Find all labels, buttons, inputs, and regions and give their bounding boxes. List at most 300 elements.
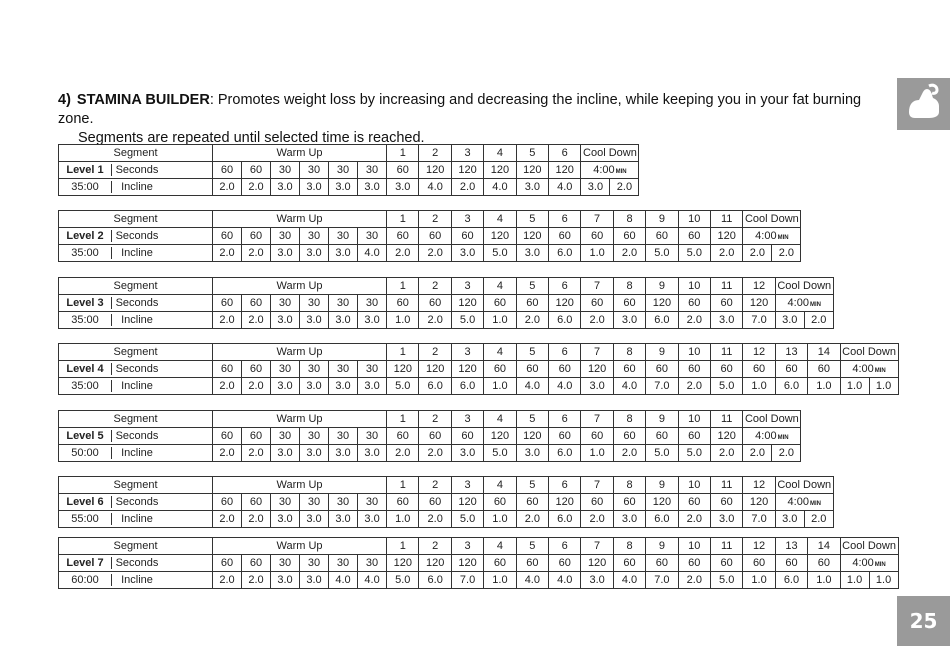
segment-number: 7 bbox=[581, 411, 613, 428]
cool-down-incline: 3.0 bbox=[775, 312, 804, 329]
segment-number: 6 bbox=[549, 538, 581, 555]
seconds-label: Seconds bbox=[111, 297, 162, 309]
segment-incline: 7.0 bbox=[451, 572, 483, 589]
segment-incline: 3.0 bbox=[516, 179, 548, 196]
segment-incline: 6.0 bbox=[549, 312, 581, 329]
cool-down-label: Cool Down bbox=[840, 538, 898, 555]
segment-incline: 4.0 bbox=[516, 572, 548, 589]
warm-up-incline: 3.0 bbox=[358, 445, 387, 462]
segment-seconds: 120 bbox=[549, 494, 581, 511]
segment-seconds: 120 bbox=[710, 428, 742, 445]
incline-label: Incline bbox=[111, 380, 162, 392]
segment-incline: 5.0 bbox=[646, 245, 678, 262]
segment-number: 3 bbox=[451, 145, 483, 162]
warm-up-seconds: 30 bbox=[358, 361, 387, 378]
incline-row bbox=[59, 445, 801, 462]
min-unit: MIN bbox=[874, 368, 886, 374]
segment-number: 3 bbox=[451, 411, 483, 428]
warm-up-incline: 3.0 bbox=[271, 445, 300, 462]
segment-label: Segment bbox=[59, 477, 213, 494]
warm-up-incline: 3.0 bbox=[358, 179, 387, 196]
segment-number: 7 bbox=[581, 278, 613, 295]
warm-up-incline: 3.0 bbox=[300, 179, 329, 196]
incline-label: Incline bbox=[111, 181, 162, 193]
segment-number: 4 bbox=[484, 538, 516, 555]
warm-up-incline: 4.0 bbox=[358, 572, 387, 589]
level-table bbox=[58, 410, 801, 462]
segment-row bbox=[59, 538, 899, 555]
segment-number: 6 bbox=[549, 344, 581, 361]
segment-number: 6 bbox=[549, 477, 581, 494]
segment-number: 2 bbox=[419, 145, 451, 162]
cool-down-time-cell bbox=[581, 162, 639, 179]
segment-number: 9 bbox=[646, 344, 678, 361]
segment-incline: 2.0 bbox=[613, 445, 645, 462]
warm-up-seconds: 30 bbox=[300, 428, 329, 445]
cool-down-time: 4:00 bbox=[852, 557, 874, 569]
segment-seconds: 60 bbox=[387, 295, 419, 312]
cool-down-label: Cool Down bbox=[775, 477, 833, 494]
segment-number: 8 bbox=[613, 211, 645, 228]
warm-up-seconds: 60 bbox=[242, 428, 271, 445]
segment-incline: 5.0 bbox=[484, 245, 516, 262]
segment-incline: 1.0 bbox=[387, 511, 419, 528]
segment-seconds: 60 bbox=[646, 361, 678, 378]
segment-incline: 2.0 bbox=[581, 511, 613, 528]
warm-up-incline: 2.0 bbox=[213, 378, 242, 395]
cool-down-time-cell bbox=[743, 428, 801, 445]
segment-seconds: 120 bbox=[549, 295, 581, 312]
warm-up-incline: 3.0 bbox=[358, 511, 387, 528]
segment-number: 3 bbox=[451, 477, 483, 494]
segment-seconds: 60 bbox=[581, 428, 613, 445]
level-label-cell bbox=[59, 555, 213, 572]
segment-incline: 5.0 bbox=[451, 312, 483, 329]
level-label-cell bbox=[59, 361, 213, 378]
warm-up-seconds: 60 bbox=[242, 494, 271, 511]
warm-up-incline: 3.0 bbox=[271, 179, 300, 196]
segment-incline: 2.0 bbox=[387, 245, 419, 262]
segment-seconds: 120 bbox=[516, 228, 548, 245]
side-tab bbox=[897, 78, 950, 130]
segment-number: 8 bbox=[613, 278, 645, 295]
segment-incline: 1.0 bbox=[808, 378, 840, 395]
segment-number: 1 bbox=[387, 278, 419, 295]
segment-incline: 1.0 bbox=[484, 312, 516, 329]
segment-seconds: 60 bbox=[710, 361, 742, 378]
segment-incline: 1.0 bbox=[743, 572, 775, 589]
warm-up-label: Warm Up bbox=[213, 145, 387, 162]
time-label-cell bbox=[59, 445, 213, 462]
segment-seconds: 120 bbox=[387, 555, 419, 572]
segment-number: 9 bbox=[646, 411, 678, 428]
segment-seconds: 60 bbox=[646, 555, 678, 572]
warm-up-incline: 3.0 bbox=[329, 445, 358, 462]
segment-seconds: 60 bbox=[387, 228, 419, 245]
segment-incline: 2.0 bbox=[710, 445, 742, 462]
segment-incline: 6.0 bbox=[549, 445, 581, 462]
level-table bbox=[58, 476, 834, 528]
warm-up-incline: 3.0 bbox=[300, 445, 329, 462]
segment-seconds: 60 bbox=[678, 228, 710, 245]
warm-up-incline: 3.0 bbox=[300, 572, 329, 589]
segment-seconds: 120 bbox=[451, 555, 483, 572]
cool-down-time-cell bbox=[775, 295, 833, 312]
segment-incline: 3.0 bbox=[710, 312, 742, 329]
min-unit: MIN bbox=[809, 302, 821, 308]
warm-up-seconds: 30 bbox=[300, 295, 329, 312]
segment-number: 4 bbox=[484, 477, 516, 494]
cool-down-time-cell bbox=[840, 555, 898, 572]
segment-label: Segment bbox=[59, 538, 213, 555]
warm-up-seconds: 60 bbox=[213, 494, 242, 511]
segment-seconds: 60 bbox=[419, 494, 451, 511]
segment-number: 4 bbox=[484, 278, 516, 295]
segment-number: 6 bbox=[549, 411, 581, 428]
segment-number: 4 bbox=[484, 211, 516, 228]
segment-number: 4 bbox=[484, 145, 516, 162]
cool-down-incline: 2.0 bbox=[804, 511, 833, 528]
cool-down-label: Cool Down bbox=[775, 278, 833, 295]
segment-seconds: 120 bbox=[484, 162, 516, 179]
segment-seconds: 60 bbox=[581, 295, 613, 312]
cool-down-incline: 2.0 bbox=[772, 445, 801, 462]
cool-down-incline: 1.0 bbox=[840, 572, 869, 589]
warm-up-seconds: 60 bbox=[213, 228, 242, 245]
warm-up-incline: 2.0 bbox=[242, 312, 271, 329]
segment-number: 14 bbox=[808, 344, 840, 361]
warm-up-seconds: 60 bbox=[242, 295, 271, 312]
segment-number: 5 bbox=[516, 344, 548, 361]
segment-seconds: 60 bbox=[387, 428, 419, 445]
time-label-cell bbox=[59, 312, 213, 329]
segment-number: 5 bbox=[516, 411, 548, 428]
warm-up-seconds: 30 bbox=[271, 162, 300, 179]
segment-seconds: 120 bbox=[646, 295, 678, 312]
warm-up-incline: 3.0 bbox=[329, 312, 358, 329]
segment-number: 9 bbox=[646, 477, 678, 494]
segment-incline: 6.0 bbox=[646, 312, 678, 329]
segment-number: 7 bbox=[581, 538, 613, 555]
segment-seconds: 120 bbox=[516, 428, 548, 445]
running-shoe-icon bbox=[903, 82, 945, 126]
segment-incline: 4.0 bbox=[516, 378, 548, 395]
warm-up-incline: 2.0 bbox=[242, 378, 271, 395]
min-unit: MIN bbox=[777, 235, 789, 241]
segment-number: 2 bbox=[419, 411, 451, 428]
warm-up-seconds: 60 bbox=[213, 428, 242, 445]
segment-seconds: 60 bbox=[678, 295, 710, 312]
incline-row bbox=[59, 378, 899, 395]
segment-incline: 2.0 bbox=[419, 445, 451, 462]
segment-seconds: 120 bbox=[419, 555, 451, 572]
segment-incline: 4.0 bbox=[549, 378, 581, 395]
segment-seconds: 60 bbox=[808, 555, 840, 572]
segment-incline: 3.0 bbox=[451, 245, 483, 262]
warm-up-incline: 4.0 bbox=[329, 572, 358, 589]
segment-seconds: 60 bbox=[613, 295, 645, 312]
cool-down-time: 4:00 bbox=[593, 164, 615, 176]
incline-label: Incline bbox=[111, 247, 162, 259]
segment-number: 1 bbox=[387, 477, 419, 494]
segment-incline: 2.0 bbox=[678, 378, 710, 395]
segment-seconds: 60 bbox=[613, 428, 645, 445]
segment-number: 3 bbox=[451, 211, 483, 228]
segment-seconds: 60 bbox=[549, 428, 581, 445]
segment-incline: 5.0 bbox=[678, 445, 710, 462]
min-unit: MIN bbox=[777, 435, 789, 441]
segment-incline: 2.0 bbox=[678, 312, 710, 329]
segment-incline: 5.0 bbox=[710, 572, 742, 589]
segment-seconds: 120 bbox=[516, 162, 548, 179]
warm-up-seconds: 30 bbox=[358, 428, 387, 445]
segment-incline: 1.0 bbox=[808, 572, 840, 589]
cool-down-time: 4:00 bbox=[787, 297, 809, 309]
segment-incline: 3.0 bbox=[613, 511, 645, 528]
segment-seconds: 60 bbox=[419, 295, 451, 312]
cool-down-incline: 3.0 bbox=[775, 511, 804, 528]
warm-up-seconds: 60 bbox=[242, 555, 271, 572]
warm-up-seconds: 30 bbox=[300, 228, 329, 245]
warm-up-incline: 3.0 bbox=[329, 378, 358, 395]
warm-up-label: Warm Up bbox=[213, 278, 387, 295]
cool-down-time-cell bbox=[840, 361, 898, 378]
level-table bbox=[58, 277, 834, 329]
cool-down-time-cell bbox=[775, 494, 833, 511]
warm-up-incline: 3.0 bbox=[271, 312, 300, 329]
cool-down-incline: 1.0 bbox=[869, 572, 898, 589]
segment-incline: 6.0 bbox=[419, 572, 451, 589]
warm-up-incline: 3.0 bbox=[271, 572, 300, 589]
segment-seconds: 60 bbox=[581, 494, 613, 511]
segment-number: 12 bbox=[743, 278, 775, 295]
segment-row bbox=[59, 477, 834, 494]
segment-seconds: 120 bbox=[549, 162, 581, 179]
incline-label: Incline bbox=[111, 314, 162, 326]
segment-number: 1 bbox=[387, 344, 419, 361]
cool-down-incline: 2.0 bbox=[804, 312, 833, 329]
segment-seconds: 120 bbox=[743, 295, 775, 312]
segment-number: 11 bbox=[710, 211, 742, 228]
segment-number: 13 bbox=[775, 344, 807, 361]
incline-row bbox=[59, 572, 899, 589]
segment-incline: 2.0 bbox=[613, 245, 645, 262]
segment-seconds: 60 bbox=[613, 361, 645, 378]
segment-number: 8 bbox=[613, 477, 645, 494]
segment-seconds: 60 bbox=[743, 361, 775, 378]
segment-seconds: 60 bbox=[581, 228, 613, 245]
segment-seconds: 60 bbox=[710, 555, 742, 572]
page-number: 25 bbox=[897, 596, 950, 646]
segment-seconds: 60 bbox=[613, 228, 645, 245]
segment-number: 5 bbox=[516, 538, 548, 555]
seconds-row bbox=[59, 361, 899, 378]
segment-seconds: 120 bbox=[451, 494, 483, 511]
level-table bbox=[58, 343, 899, 395]
time-label-cell bbox=[59, 179, 213, 196]
segment-incline: 4.0 bbox=[484, 179, 516, 196]
time-label-cell bbox=[59, 245, 213, 262]
incline-label: Incline bbox=[111, 447, 162, 459]
segment-incline: 6.0 bbox=[549, 511, 581, 528]
segment-seconds: 60 bbox=[710, 295, 742, 312]
section-heading bbox=[58, 91, 888, 148]
level-time: 35:00 bbox=[71, 314, 99, 326]
segment-number: 9 bbox=[646, 538, 678, 555]
segment-number: 6 bbox=[549, 278, 581, 295]
segment-incline: 1.0 bbox=[484, 378, 516, 395]
cool-down-incline: 2.0 bbox=[743, 245, 772, 262]
min-unit: MIN bbox=[615, 169, 627, 175]
warm-up-seconds: 30 bbox=[271, 555, 300, 572]
segment-row bbox=[59, 344, 899, 361]
segment-label: Segment bbox=[59, 211, 213, 228]
segment-incline: 2.0 bbox=[419, 245, 451, 262]
level-label-cell bbox=[59, 162, 213, 179]
segment-number: 10 bbox=[678, 411, 710, 428]
segment-seconds: 60 bbox=[808, 361, 840, 378]
segment-incline: 2.0 bbox=[678, 511, 710, 528]
segment-number: 5 bbox=[516, 278, 548, 295]
segment-incline: 2.0 bbox=[678, 572, 710, 589]
level-time: 60:00 bbox=[71, 574, 99, 586]
warm-up-incline: 2.0 bbox=[213, 245, 242, 262]
segment-seconds: 60 bbox=[484, 494, 516, 511]
level-time: 35:00 bbox=[71, 380, 99, 392]
segment-incline: 2.0 bbox=[419, 312, 451, 329]
segment-seconds: 60 bbox=[419, 228, 451, 245]
time-label-cell bbox=[59, 572, 213, 589]
segment-number: 11 bbox=[710, 278, 742, 295]
warm-up-incline: 2.0 bbox=[242, 511, 271, 528]
segment-incline: 3.0 bbox=[387, 179, 419, 196]
segment-incline: 4.0 bbox=[549, 179, 581, 196]
warm-up-seconds: 30 bbox=[271, 295, 300, 312]
warm-up-seconds: 60 bbox=[242, 162, 271, 179]
section-title: STAMINA BUILDER bbox=[76, 92, 210, 108]
segment-incline: 1.0 bbox=[484, 572, 516, 589]
segment-seconds: 120 bbox=[419, 162, 451, 179]
warm-up-incline: 2.0 bbox=[213, 511, 242, 528]
segment-incline: 7.0 bbox=[743, 511, 775, 528]
seconds-row bbox=[59, 228, 801, 245]
segment-number: 4 bbox=[484, 411, 516, 428]
segment-incline: 7.0 bbox=[646, 572, 678, 589]
segment-number: 11 bbox=[710, 538, 742, 555]
segment-seconds: 60 bbox=[484, 555, 516, 572]
warm-up-seconds: 30 bbox=[329, 555, 358, 572]
segment-number: 5 bbox=[516, 145, 548, 162]
level-table bbox=[58, 210, 801, 262]
segment-incline: 3.0 bbox=[451, 445, 483, 462]
cool-down-incline: 2.0 bbox=[610, 179, 639, 196]
warm-up-seconds: 30 bbox=[358, 228, 387, 245]
level-label-cell bbox=[59, 494, 213, 511]
segment-row bbox=[59, 211, 801, 228]
segment-seconds: 120 bbox=[484, 428, 516, 445]
seconds-label: Seconds bbox=[111, 230, 162, 242]
segment-number: 10 bbox=[678, 211, 710, 228]
warm-up-incline: 3.0 bbox=[329, 245, 358, 262]
segment-seconds: 60 bbox=[743, 555, 775, 572]
segment-number: 10 bbox=[678, 278, 710, 295]
warm-up-incline: 3.0 bbox=[300, 511, 329, 528]
segment-number: 11 bbox=[710, 411, 742, 428]
level-time: 35:00 bbox=[71, 247, 99, 259]
cool-down-incline: 1.0 bbox=[869, 378, 898, 395]
segment-incline: 3.0 bbox=[613, 312, 645, 329]
segment-incline: 4.0 bbox=[419, 179, 451, 196]
segment-seconds: 60 bbox=[646, 428, 678, 445]
segment-number: 5 bbox=[516, 477, 548, 494]
warm-up-seconds: 30 bbox=[329, 228, 358, 245]
segment-number: 11 bbox=[710, 477, 742, 494]
segment-seconds: 120 bbox=[581, 361, 613, 378]
segment-number: 6 bbox=[549, 145, 581, 162]
segment-incline: 2.0 bbox=[516, 511, 548, 528]
level-name: Level 7 bbox=[66, 557, 104, 569]
segment-label: Segment bbox=[59, 411, 213, 428]
segment-seconds: 120 bbox=[646, 494, 678, 511]
warm-up-seconds: 30 bbox=[271, 228, 300, 245]
warm-up-label: Warm Up bbox=[213, 477, 387, 494]
incline-label: Incline bbox=[111, 574, 162, 586]
warm-up-seconds: 60 bbox=[213, 162, 242, 179]
segment-seconds: 120 bbox=[710, 228, 742, 245]
warm-up-incline: 3.0 bbox=[271, 378, 300, 395]
level-label-cell bbox=[59, 295, 213, 312]
cool-down-incline: 2.0 bbox=[772, 245, 801, 262]
segment-incline: 6.0 bbox=[646, 511, 678, 528]
segment-number: 12 bbox=[743, 538, 775, 555]
warm-up-incline: 3.0 bbox=[358, 312, 387, 329]
segment-incline: 5.0 bbox=[710, 378, 742, 395]
segment-number: 4 bbox=[484, 344, 516, 361]
segment-seconds: 120 bbox=[581, 555, 613, 572]
segment-number: 8 bbox=[613, 344, 645, 361]
segment-number: 10 bbox=[678, 477, 710, 494]
warm-up-seconds: 30 bbox=[300, 162, 329, 179]
segment-seconds: 60 bbox=[775, 361, 807, 378]
segment-incline: 7.0 bbox=[646, 378, 678, 395]
segment-label: Segment bbox=[59, 278, 213, 295]
incline-label: Incline bbox=[111, 513, 162, 525]
segment-incline: 1.0 bbox=[581, 445, 613, 462]
segment-number: 2 bbox=[419, 344, 451, 361]
segment-incline: 5.0 bbox=[646, 445, 678, 462]
seconds-label: Seconds bbox=[111, 164, 162, 176]
cool-down-time-cell bbox=[743, 228, 801, 245]
segment-number: 3 bbox=[451, 344, 483, 361]
segment-seconds: 60 bbox=[516, 361, 548, 378]
seconds-row bbox=[59, 295, 834, 312]
segment-incline: 1.0 bbox=[743, 378, 775, 395]
warm-up-incline: 3.0 bbox=[358, 378, 387, 395]
segment-seconds: 60 bbox=[451, 228, 483, 245]
segment-seconds: 60 bbox=[678, 555, 710, 572]
segment-number: 3 bbox=[451, 538, 483, 555]
segment-incline: 2.0 bbox=[387, 445, 419, 462]
warm-up-seconds: 60 bbox=[213, 361, 242, 378]
seconds-label: Seconds bbox=[111, 430, 162, 442]
warm-up-seconds: 30 bbox=[300, 361, 329, 378]
incline-row bbox=[59, 179, 639, 196]
segment-incline: 4.0 bbox=[613, 378, 645, 395]
warm-up-seconds: 30 bbox=[358, 494, 387, 511]
segment-number: 8 bbox=[613, 411, 645, 428]
level-time: 55:00 bbox=[71, 513, 99, 525]
warm-up-seconds: 60 bbox=[242, 228, 271, 245]
